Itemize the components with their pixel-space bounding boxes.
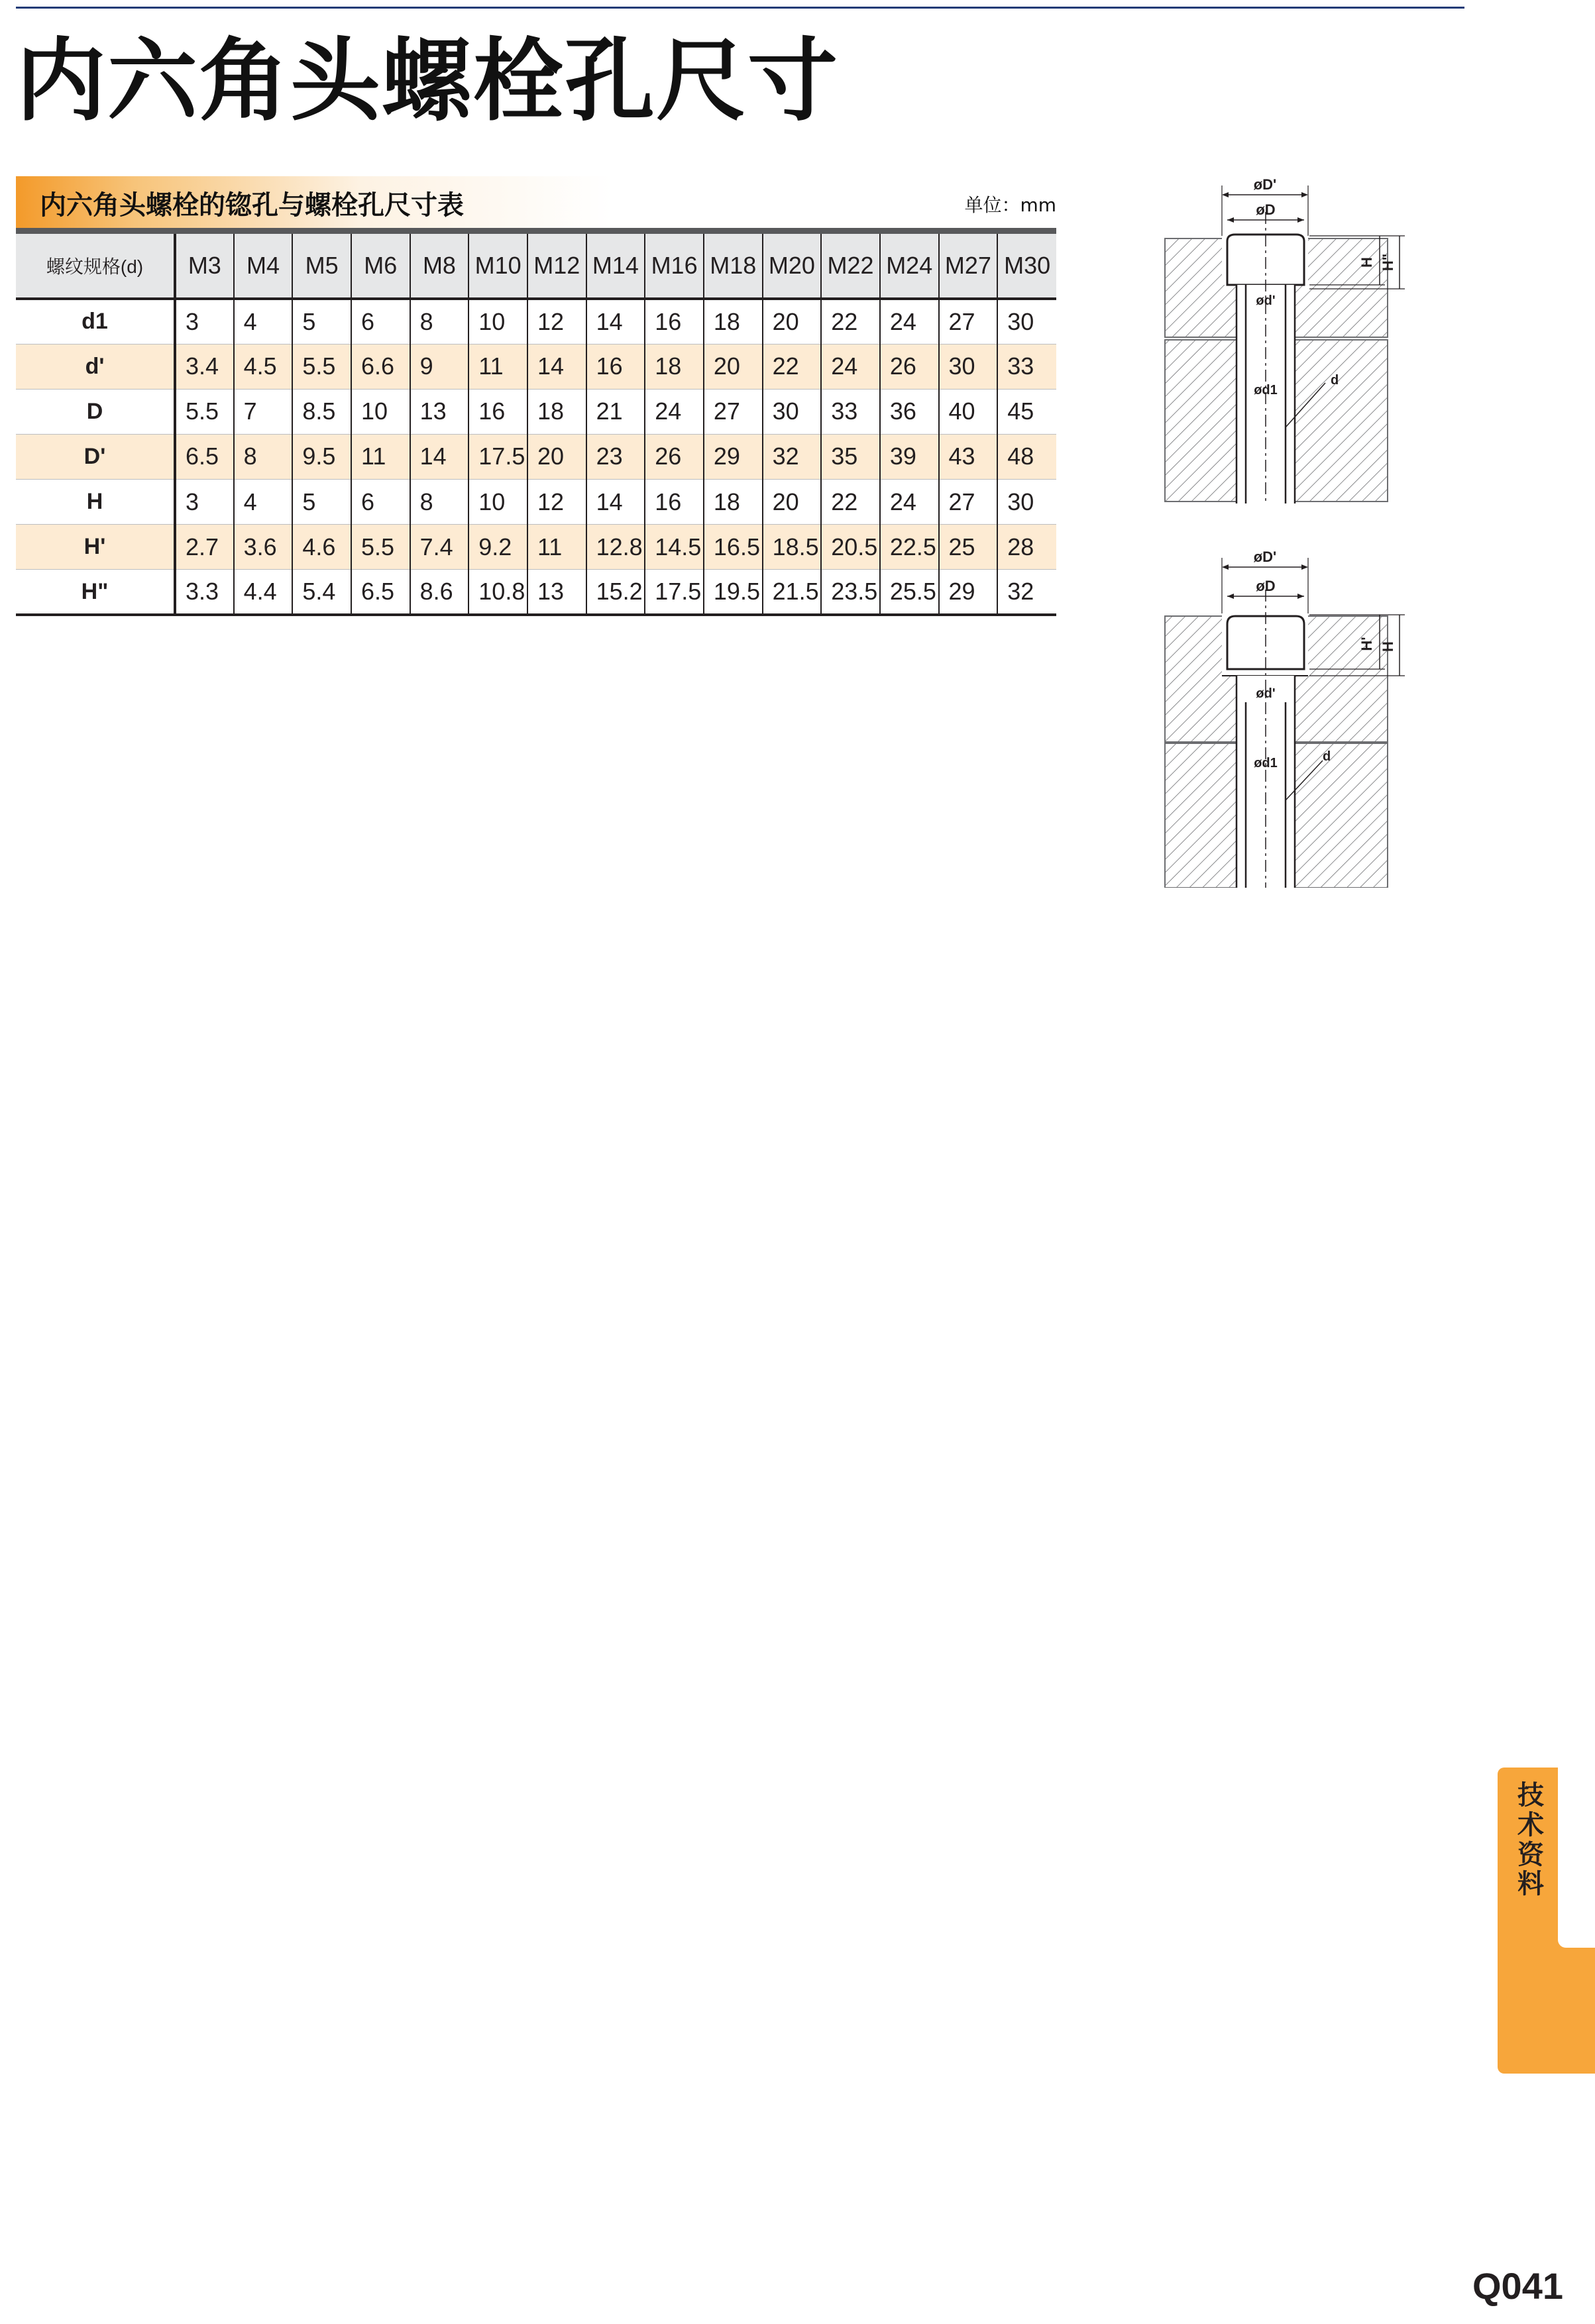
table-cell: 12 bbox=[527, 299, 586, 344]
height-label: H" bbox=[1380, 253, 1396, 272]
unit-note: 单位：mm bbox=[964, 194, 1056, 216]
page-number: Q041 bbox=[1472, 2265, 1563, 2307]
table-cell: 14 bbox=[527, 344, 586, 389]
table-cell: 15.2 bbox=[586, 570, 645, 615]
table-cell: 23.5 bbox=[821, 570, 880, 615]
table-cell: 9.5 bbox=[292, 434, 351, 479]
table-cell: 6.5 bbox=[175, 434, 234, 479]
table-cell: 33 bbox=[997, 344, 1056, 389]
table-cell: 16 bbox=[586, 344, 645, 389]
diameter-label: øD' bbox=[1253, 176, 1277, 193]
table-cell: 24 bbox=[821, 344, 880, 389]
table-cell: 9 bbox=[410, 344, 469, 389]
header-label: 螺纹规格(d) bbox=[16, 234, 175, 299]
table-row bbox=[16, 570, 1056, 615]
table-cell: 6.6 bbox=[351, 344, 410, 389]
row-label: d1 bbox=[82, 309, 108, 335]
table-cell: 25 bbox=[939, 525, 998, 570]
table-cell: 22 bbox=[821, 299, 880, 344]
table-cell: 26 bbox=[880, 344, 939, 389]
diameter-label: ød' bbox=[1256, 686, 1276, 701]
table-cell: 4 bbox=[234, 299, 293, 344]
column-header: M3 bbox=[175, 234, 234, 299]
table-cell: 27 bbox=[939, 480, 998, 525]
column-header: M12 bbox=[527, 234, 586, 299]
table-cell: 20 bbox=[704, 344, 763, 389]
table-cell: 40 bbox=[939, 389, 998, 434]
table-cell: 6 bbox=[351, 299, 410, 344]
table-cell: 30 bbox=[763, 389, 822, 434]
table-cell: 10 bbox=[351, 389, 410, 434]
table-cell: 22 bbox=[763, 344, 822, 389]
table-cell: 8.6 bbox=[410, 570, 469, 615]
table-cell: 26 bbox=[645, 434, 704, 479]
table-cell: 13 bbox=[410, 389, 469, 434]
table-cell: 27 bbox=[939, 299, 998, 344]
table-cell: 10 bbox=[468, 480, 527, 525]
table-cell: 20 bbox=[527, 434, 586, 479]
table-cell: 22 bbox=[821, 480, 880, 525]
row-label: D' bbox=[83, 443, 106, 469]
table-cell: 24 bbox=[645, 389, 704, 434]
diameter-label: ød1 bbox=[1254, 383, 1278, 397]
table-cell: 30 bbox=[997, 299, 1056, 344]
table-cell: 17.5 bbox=[645, 570, 704, 615]
table-cell: 6 bbox=[351, 480, 410, 525]
diameter-label: ød' bbox=[1256, 293, 1276, 308]
table-cell: 18.5 bbox=[763, 525, 822, 570]
table-cell: 5.5 bbox=[175, 389, 234, 434]
table-cell: 11 bbox=[468, 344, 527, 389]
table-cell: 24 bbox=[880, 299, 939, 344]
table-cell: 17.5 bbox=[468, 434, 527, 479]
table-body bbox=[16, 299, 1056, 615]
table-cell: 8 bbox=[410, 299, 469, 344]
table-cell: 5.5 bbox=[292, 344, 351, 389]
table-cell: 12.8 bbox=[586, 525, 645, 570]
column-header: M4 bbox=[234, 234, 293, 299]
section-title: 内六角头螺栓的锪孔与螺栓孔尺寸表 bbox=[40, 190, 464, 221]
column-header: M10 bbox=[468, 234, 527, 299]
table-cell: 21 bbox=[586, 389, 645, 434]
side-tab-label: 技术资料 bbox=[1517, 1780, 1544, 1900]
counterbore-diagram-2 bbox=[1153, 543, 1431, 888]
table-cell: 35 bbox=[821, 434, 880, 479]
table-cell: 12 bbox=[527, 480, 586, 525]
column-header: M18 bbox=[704, 234, 763, 299]
column-header: M22 bbox=[821, 234, 880, 299]
page-title: 内六角头螺栓孔尺寸 bbox=[16, 29, 839, 134]
table-cell: 45 bbox=[997, 389, 1056, 434]
table-cell: 18 bbox=[645, 344, 704, 389]
row-label: H' bbox=[83, 534, 106, 560]
table-cell: 27 bbox=[704, 389, 763, 434]
table-cell: 3.3 bbox=[175, 570, 234, 615]
thread-label: d bbox=[1323, 749, 1331, 764]
table-cell: 24 bbox=[880, 480, 939, 525]
table-cell: 19.5 bbox=[704, 570, 763, 615]
table-cell: 16 bbox=[468, 389, 527, 434]
table-cell: 23 bbox=[586, 434, 645, 479]
table-cell: 4.5 bbox=[234, 344, 293, 389]
table-cell: 21.5 bbox=[763, 570, 822, 615]
table-cell: 39 bbox=[880, 434, 939, 479]
table-cell: 20 bbox=[763, 299, 822, 344]
table-cell: 7.4 bbox=[410, 525, 469, 570]
section-side-tab[interactable] bbox=[1498, 1768, 1595, 2074]
table-cell: 11 bbox=[351, 434, 410, 479]
table-cell: 8 bbox=[410, 480, 469, 525]
table-cell: 25.5 bbox=[880, 570, 939, 615]
column-header: M24 bbox=[880, 234, 939, 299]
table-cell: 5.4 bbox=[292, 570, 351, 615]
table-cell: 2.7 bbox=[175, 525, 234, 570]
side-tab-notch bbox=[1558, 1768, 1595, 1948]
table-row bbox=[16, 434, 1056, 479]
table-cell: 32 bbox=[997, 570, 1056, 615]
table-row bbox=[16, 389, 1056, 434]
diameter-label: øD' bbox=[1253, 549, 1277, 565]
table-cell: 20 bbox=[763, 480, 822, 525]
row-label: H bbox=[86, 489, 103, 515]
table-cell: 16.5 bbox=[704, 525, 763, 570]
table-cell: 48 bbox=[997, 434, 1056, 479]
height-label: H bbox=[1380, 641, 1396, 652]
spec-table bbox=[16, 234, 1056, 616]
table-cell: 33 bbox=[821, 389, 880, 434]
table-cell: 29 bbox=[939, 570, 998, 615]
section-header bbox=[16, 176, 1056, 234]
table-cell: 4.6 bbox=[292, 525, 351, 570]
diameter-label: øD bbox=[1256, 578, 1276, 594]
table-cell: 3.4 bbox=[175, 344, 234, 389]
table-cell: 18 bbox=[527, 389, 586, 434]
table-cell: 5 bbox=[292, 299, 351, 344]
table-cell: 20.5 bbox=[821, 525, 880, 570]
row-label: H" bbox=[81, 578, 109, 604]
table-cell: 22.5 bbox=[880, 525, 939, 570]
table-cell: 10 bbox=[468, 299, 527, 344]
table-cell: 43 bbox=[939, 434, 998, 479]
table-cell: 18 bbox=[704, 480, 763, 525]
table-cell: 4.4 bbox=[234, 570, 293, 615]
table-cell: 3 bbox=[175, 480, 234, 525]
table-cell: 8.5 bbox=[292, 389, 351, 434]
table-cell: 14 bbox=[410, 434, 469, 479]
table-cell: 30 bbox=[939, 344, 998, 389]
row-label: D bbox=[86, 398, 103, 424]
table-cell: 4 bbox=[234, 480, 293, 525]
table-cell: 16 bbox=[645, 480, 704, 525]
table-cell: 16 bbox=[645, 299, 704, 344]
diameter-label: øD bbox=[1256, 201, 1276, 218]
table-cell: 30 bbox=[997, 480, 1056, 525]
height-label: H' bbox=[1358, 637, 1375, 651]
table-cell: 9.2 bbox=[468, 525, 527, 570]
table-row bbox=[16, 525, 1056, 570]
table-cell: 7 bbox=[234, 389, 293, 434]
counterbore-diagram-1 bbox=[1153, 172, 1431, 503]
table-cell: 3 bbox=[175, 299, 234, 344]
table-row bbox=[16, 480, 1056, 525]
table-cell: 18 bbox=[704, 299, 763, 344]
table-cell: 8 bbox=[234, 434, 293, 479]
table-cell: 14 bbox=[586, 480, 645, 525]
table-cell: 14 bbox=[586, 299, 645, 344]
height-label: H bbox=[1358, 257, 1375, 268]
table-cell: 3.6 bbox=[234, 525, 293, 570]
table-cell: 6.5 bbox=[351, 570, 410, 615]
table-cell: 36 bbox=[880, 389, 939, 434]
column-header: M5 bbox=[292, 234, 351, 299]
column-header: M20 bbox=[763, 234, 822, 299]
column-header: M30 bbox=[997, 234, 1056, 299]
table-cell: 5.5 bbox=[351, 525, 410, 570]
row-label: d' bbox=[85, 353, 105, 379]
diameter-label: ød1 bbox=[1254, 756, 1278, 770]
table-cell: 14.5 bbox=[645, 525, 704, 570]
top-rule bbox=[16, 7, 1464, 9]
table-cell: 32 bbox=[763, 434, 822, 479]
table-cell: 13 bbox=[527, 570, 586, 615]
column-header: M8 bbox=[410, 234, 469, 299]
table-cell: 5 bbox=[292, 480, 351, 525]
table-cell: 11 bbox=[527, 525, 586, 570]
table-header-row bbox=[16, 234, 1056, 299]
table-cell: 28 bbox=[997, 525, 1056, 570]
column-header: M16 bbox=[645, 234, 704, 299]
column-header: M27 bbox=[939, 234, 998, 299]
column-header: M6 bbox=[351, 234, 410, 299]
table-cell: 10.8 bbox=[468, 570, 527, 615]
table-row bbox=[16, 299, 1056, 344]
table-cell: 29 bbox=[704, 434, 763, 479]
column-header: M14 bbox=[586, 234, 645, 299]
thread-label: d bbox=[1331, 373, 1339, 388]
table-row bbox=[16, 344, 1056, 389]
